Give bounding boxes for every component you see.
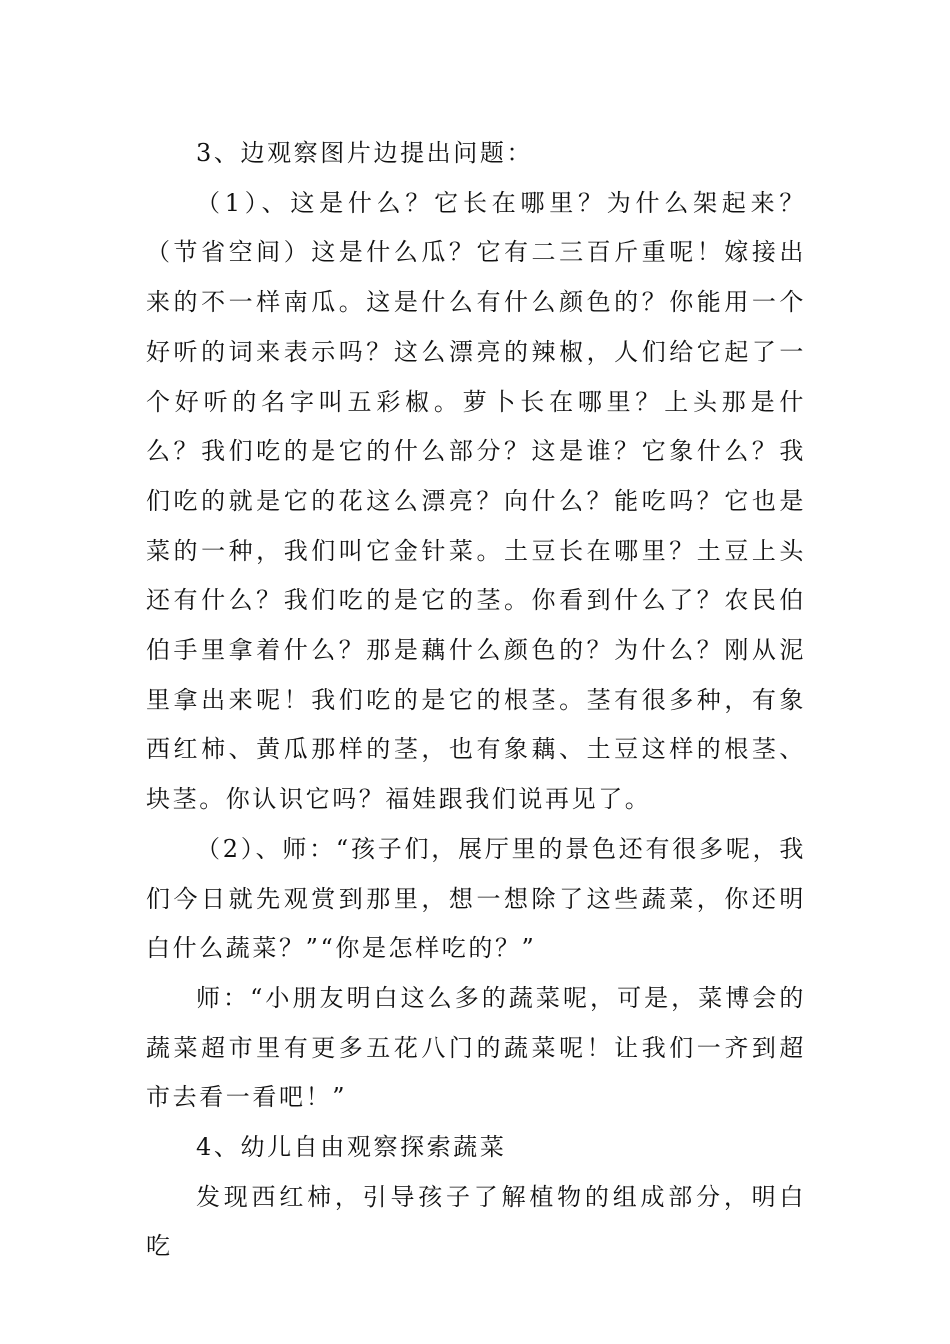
paragraph-step-4-heading: 4、幼儿自由观察探索蔬菜 bbox=[196, 1133, 507, 1162]
paragraph-teacher-supermarket: 师：“小朋友明白这么多的蔬菜呢，可是，菜博会的蔬菜超市里有更多五花八门的蔬菜呢！让我们一齐到超市去看一看吧！” bbox=[146, 983, 806, 1112]
paragraph-observation-questions: （1）、这是什么？它长在哪里？为什么架起来？（节省空间）这是什么瓜？它有二三百斤重呢！嫁接出来的不一样南瓜。这是什么有什么颜色的？你能用一个好听的词来表示吗？这么漂亮的辣椒，人们给它起了一个好听的名字叫五彩椒。萝卜长在哪里？上头那是什么？我们吃的是它的什么部分？这是谁？它象什么？我们吃的就是它的花这么漂亮？向什么？能吃吗？它也是菜的一种，我们叫它金针菜。土豆长在哪里？土豆上头还有什么？我们吃的是它的茎。你看到什么了？农民伯伯手里拿着什么？那是藕什么颜色的？为什么？刚从泥里拿出来呢！我们吃的是它的根茎。茎有很多种，有象西红柿、黄瓜那样的茎，也有象藕、土豆这样的根茎、块茎。你认识它吗？福娃跟我们说再见了。 bbox=[146, 188, 806, 814]
paragraph-teacher-question: （2）、师：“孩子们，展厅里的景色还有很多呢，我们今日就先观赏到那里，想一想除了这些蔬菜，你还明白什么蔬菜？”“你是怎样吃的？” bbox=[146, 834, 806, 963]
paragraph-step-3-heading: 3、边观察图片边提出问题： bbox=[196, 139, 534, 167]
document-body bbox=[146, 129, 806, 1272]
paragraph-tomato-discovery: 发现西红柿，引导孩子了解植物的组成部分，明白吃 bbox=[146, 1182, 806, 1261]
